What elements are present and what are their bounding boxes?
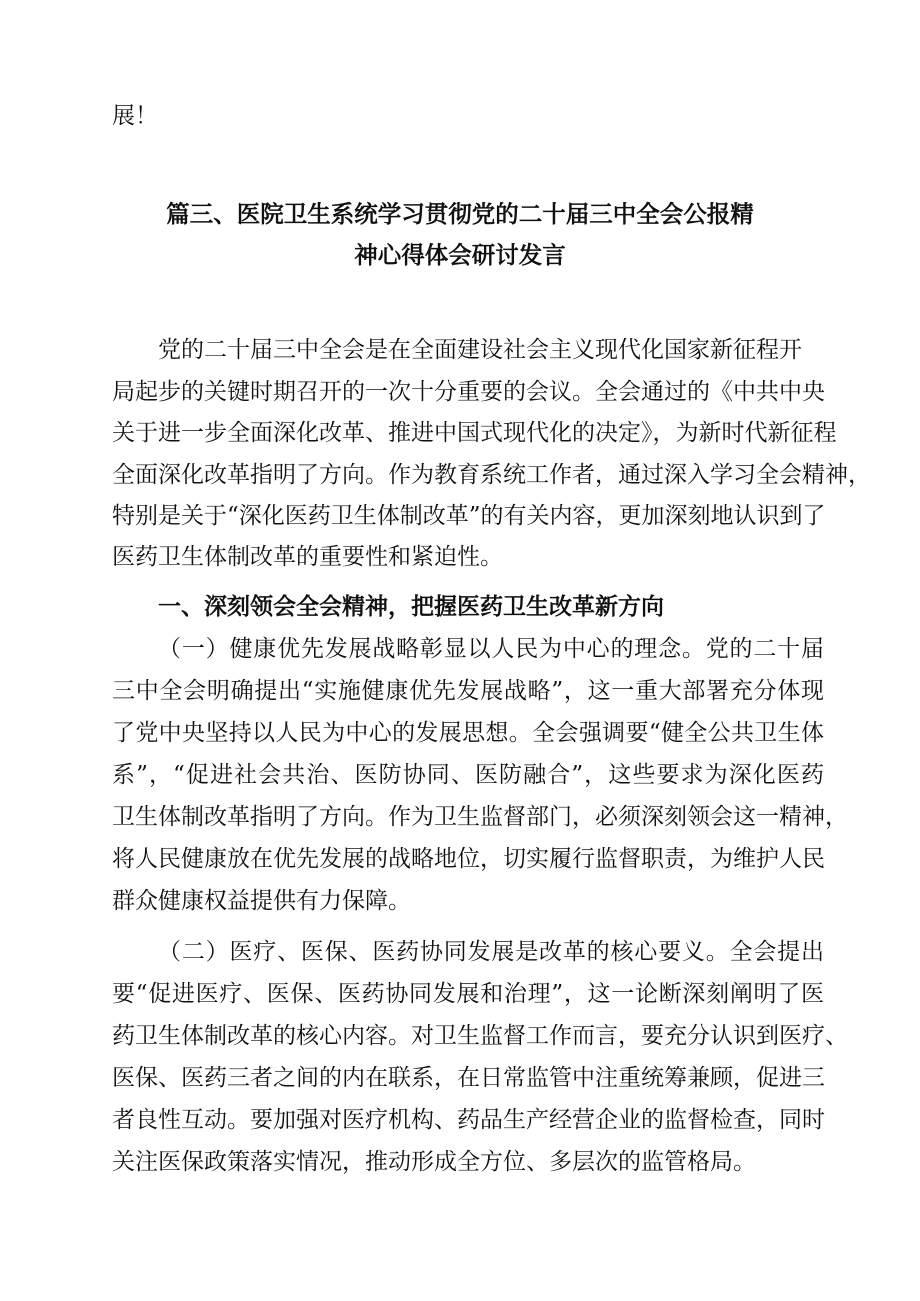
- sub2-paragraph-line: 关注医保政策落实情况，推动形成全方位、多层次的监管格局。: [112, 1149, 756, 1175]
- carryover-text: 展！: [112, 103, 158, 129]
- sub2-paragraph-line: 药卫生体制改革的核心内容。对卫生监督工作而言，要充分认识到医疗、: [112, 1023, 848, 1049]
- sub1-paragraph-line: 群众健康权益提供有力保障。: [112, 888, 411, 914]
- sub2-paragraph-line: 要“促进医疗、医保、医药协同发展和治理”，这一论断深刻阐明了医: [112, 981, 824, 1007]
- sub2-paragraph-line: 医保、医药三者之间的内在联系，在日常监管中注重统筹兼顾，促进三: [112, 1065, 825, 1091]
- sub1-paragraph-line: （一）健康优先发展战略彰显以人民为中心的理念。党的二十届: [158, 636, 824, 662]
- sub1-paragraph-line: 将人民健康放在优先发展的战略地位，切实履行监督职责，为维护人民: [112, 846, 825, 872]
- document-title-line-2: 神心得体会研讨发言: [354, 241, 566, 269]
- intro-paragraph-line: 全面深化改革指明了方向。作为教育系统工作者，通过深入学习全会精神，: [112, 462, 871, 488]
- sub2-paragraph-line: （二）医疗、医保、医药协同发展是改革的核心要义。全会提出: [158, 939, 824, 965]
- intro-paragraph-line: 特别是关于“深化医药卫生体制改革”的有关内容，更加深刻地认识到了: [112, 503, 826, 529]
- sub1-paragraph-line: 卫生体制改革指明了方向。作为卫生监督部门，必须深刻领会这一精神，: [112, 804, 848, 830]
- sub1-paragraph-line: 了党中央坚持以人民为中心的发展思想。全会强调要“健全公共卫生体: [112, 720, 824, 746]
- sub1-paragraph-line: 系”，“促进社会共治、医防协同、医防融合”，这些要求为深化医药: [112, 762, 824, 788]
- document-title-line-1: 篇三、医院卫生系统学习贯彻党的二十届三中全会公报精: [166, 200, 754, 228]
- intro-paragraph-line: 关于进一步全面深化改革、推进中国式现代化的决定》，为新时代新征程: [112, 420, 837, 446]
- intro-paragraph-line: 医药卫生体制改革的重要性和紧迫性。: [112, 544, 503, 570]
- sub2-paragraph-line: 者良性互动。要加强对医疗机构、药品生产经营企业的监督检查，同时: [112, 1107, 825, 1133]
- section-heading-1: 一、深刻领会全会精神，把握医药卫生改革新方向: [158, 593, 664, 620]
- sub1-paragraph-line: 三中全会明确提出“实施健康优先发展战略”，这一重大部署充分体现: [112, 678, 824, 704]
- intro-paragraph-line: 局起步的关键时期召开的一次十分重要的会议。全会通过的《中共中央: [112, 379, 825, 405]
- intro-paragraph-line: 党的二十届三中全会是在全面建设社会主义现代化国家新征程开: [158, 337, 802, 363]
